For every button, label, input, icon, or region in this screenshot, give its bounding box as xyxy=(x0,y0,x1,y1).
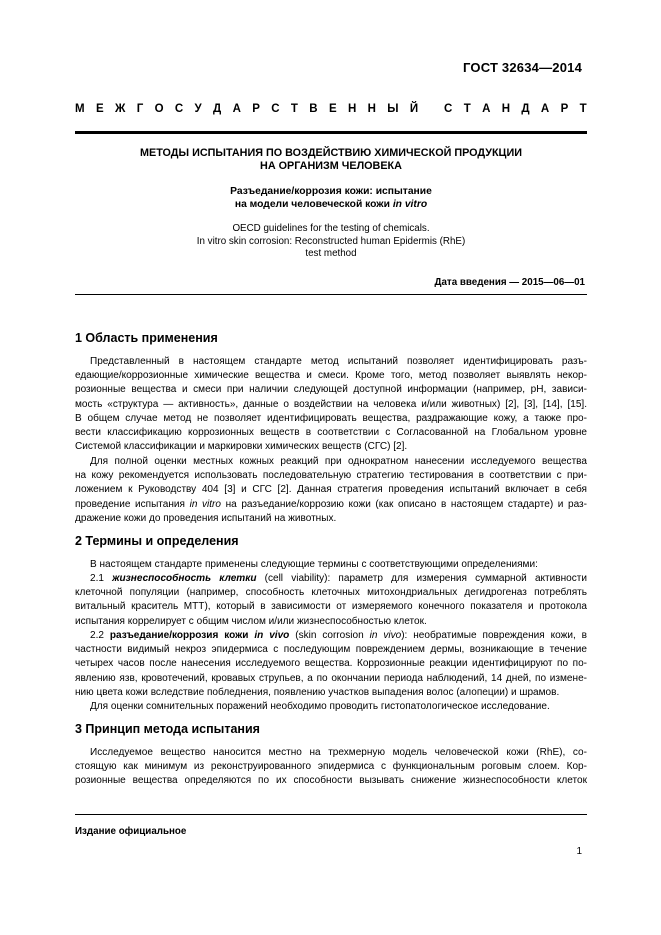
text-line: Для полной оценки местных кожных реакций при однократном нанесении исследуемого вещества xyxy=(90,456,587,467)
text-line: мость «структура — активность», данные о воздействии на человека и/или животных) [2], [3], [14], [15]. xyxy=(75,398,587,410)
english-line-3: test method xyxy=(305,248,357,260)
text-line: испытания коррелирует с общим числом и/или жизнеспособностью клеток. xyxy=(75,615,427,627)
document-subtitle xyxy=(75,185,587,211)
text-fragment: проведение испытания xyxy=(75,498,190,510)
banner-letter: С xyxy=(271,103,280,115)
interstate-standard-banner xyxy=(75,103,587,115)
section-2-last-paragraph xyxy=(75,700,587,714)
section-3-paragraph xyxy=(75,746,587,789)
term-italic: in vivo xyxy=(254,630,290,641)
text-line: стоящую как минимум из реконструированного эпидермиса с функциональным роговым слоем. Кор- xyxy=(75,761,587,773)
subtitle-line-2 xyxy=(75,198,587,211)
text-line: витальный краситель МТТ), который в зависимости от измеряемого конечного показателя и протокола xyxy=(75,601,587,613)
text-line: четырех часов после нанесения исследуемого вещества. Коррозионные реакции идентифицируют по по- xyxy=(75,658,587,670)
term-name: жизнеспособность клетки xyxy=(112,573,257,584)
banner-letter: С xyxy=(444,103,453,115)
banner-letter: Ы xyxy=(387,103,399,115)
text-line: частности видимый некроз эпидермиса с последующим повреждением дермы, возникающие в течение xyxy=(75,644,587,656)
banner-letter: Т xyxy=(290,103,298,115)
banner-letter: Т xyxy=(579,103,587,115)
term-number: 2.1 xyxy=(90,573,113,584)
subtitle-italic: in vitro xyxy=(392,199,428,210)
banner-letter: Д xyxy=(213,103,222,115)
subtitle-line-2-text: на модели человеческой кожи xyxy=(234,199,393,210)
banner-letter: У xyxy=(194,103,202,115)
text-fragment: (skin corrosion xyxy=(289,630,370,641)
text-line: В общем случае метод не позволяет идентифицировать вещества, раздражающие кожу, а также про- xyxy=(75,412,587,424)
banner-letter: А xyxy=(482,103,491,115)
banner-letter: С xyxy=(174,103,184,115)
section-1-paragraph-2 xyxy=(75,455,587,526)
banner-letter: О xyxy=(154,103,164,115)
section-2-intro xyxy=(75,558,587,572)
document-title xyxy=(75,147,587,173)
introduction-date: Дата введения — 2015—06—01 xyxy=(434,277,585,288)
text-fragment: ): необратимые повреждения кожи, в xyxy=(401,630,588,641)
text-line: дражение кожи до проведения испытаний на животных. xyxy=(75,512,337,524)
italic-fragment: in vitro xyxy=(189,498,221,510)
banner-letter: Н xyxy=(501,103,511,115)
banner-letter: Й xyxy=(409,103,419,115)
term-name: разъедание/коррозия кожи xyxy=(109,630,255,641)
text-line: розионные вещества определяются по их способности вызывать снижение жизнеспособности клеток xyxy=(75,775,587,787)
text-line: Системой классификации и маркировки химических веществ (СГС) [2]. xyxy=(75,441,408,453)
banner-letter: Т xyxy=(463,103,471,115)
italic-fragment: in vivo xyxy=(369,630,402,641)
text-line xyxy=(75,572,587,586)
banner-letter: Ж xyxy=(114,103,126,115)
document-number: ГОСТ 32634—2014 xyxy=(463,60,582,75)
banner-letter: А xyxy=(232,103,241,115)
banner-letter xyxy=(429,103,432,115)
text-line xyxy=(75,629,587,643)
text-line: Для оценки сомнительных поражений необходимо проводить гистопатологическое исследование. xyxy=(90,701,550,712)
english-line-2: In vitro skin corrosion: Reconstructed human Epidermis (RhE) xyxy=(196,235,466,247)
section-2-heading: 2 Термины и определения xyxy=(75,534,239,548)
banner-letter: Е xyxy=(328,103,337,115)
section-3-heading: 3 Принцип метода испытания xyxy=(75,722,260,736)
section-1-paragraph-1 xyxy=(75,355,587,454)
term-2-1 xyxy=(75,572,587,629)
banner-letter: Н xyxy=(347,103,357,115)
title-line-2: НА ОРГАНИЗМ ЧЕЛОВЕКА xyxy=(260,160,402,172)
english-line-1: OECD guidelines for the testing of chemicals. xyxy=(232,223,430,234)
text-line: вести классификацию коррозионных веществ в соответствии с Согласованной на Глобальном уровне xyxy=(75,427,587,439)
text-fragment: (cell viability): параметр для измерения суммарной активности xyxy=(256,573,587,584)
text-line: розионные вещества и смеси при наличии следующей доступной информации (например, pH, зависи- xyxy=(75,384,587,396)
text-line: клеточной популяции (например, способность клеточных митохондриальных дегидрогеназ потреблять xyxy=(75,587,587,599)
text-fragment: на разъедание/коррозию кожи (как описано в настоящем стадарте) и раз- xyxy=(221,498,587,510)
banner-letter: Н xyxy=(367,103,376,115)
section-1-heading: 1 Область применения xyxy=(75,331,218,345)
subtitle-line-1: Разъедание/коррозия кожи: испытание xyxy=(230,186,432,197)
text-line: явлению язв, кровотечений, кровавых струпьев, а по окончании периода наблюдений, 14 дней, по измене- xyxy=(75,672,587,684)
banner-letter: М xyxy=(75,103,85,115)
banner-letter: А xyxy=(540,103,550,115)
banner-letter: Д xyxy=(521,103,530,115)
edition-label: Издание официальное xyxy=(75,826,187,837)
text-line: Представленный в настоящем стандарте метод испытаний позволяет идентифицировать разъ- xyxy=(90,356,587,367)
term-2-2 xyxy=(75,629,587,700)
banner-letter: В xyxy=(309,103,318,115)
text-line: Исследуемое вещество наносится местно на трехмерную модель человеческой кожи (RhE), со- xyxy=(90,747,587,758)
banner-letter: Р xyxy=(252,103,260,115)
text-line xyxy=(75,498,587,512)
banner-letter: Р xyxy=(560,103,569,115)
banner-letter: Е xyxy=(95,103,104,115)
page-number: 1 xyxy=(576,846,582,857)
footer-rule xyxy=(75,814,587,815)
english-title xyxy=(75,223,587,261)
text-line: В настоящем стандарте применены следующие термины с соответствующими определениями: xyxy=(90,559,538,570)
banner-letter: Г xyxy=(136,103,144,115)
text-line: едающие/коррозионные химические вещества и смеси. Кроме того, метод позволяет выявлять некор- xyxy=(75,370,587,382)
text-line: на кожу рекомендуется использовать последовательную стратегию тестирования в соответствии с при- xyxy=(75,470,587,482)
term-number: 2.2 xyxy=(90,630,110,641)
date-rule xyxy=(75,294,587,295)
header-rule xyxy=(75,131,587,134)
text-line: нию цвета кожи вследствие побледнения, появлению участков выпадения волос (алопеции) и шрамов. xyxy=(75,686,560,698)
text-line: ложением к Руководству 404 [3] и СГС [2]. Данная стратегия проведения испытаний включает в себя xyxy=(75,484,587,496)
title-line-1: МЕТОДЫ ИСПЫТАНИЯ ПО ВОЗДЕЙСТВИЮ ХИМИЧЕСКОЙ ПРОДУКЦИИ xyxy=(140,147,522,159)
